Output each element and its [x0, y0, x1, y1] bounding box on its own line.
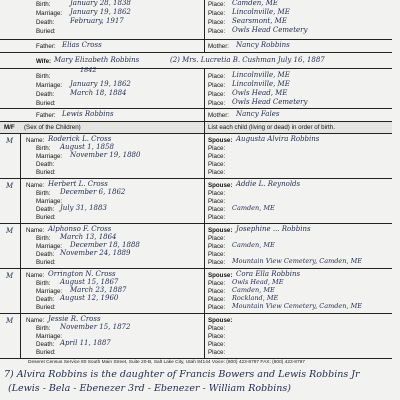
- child-place: Owls Head, ME: [232, 278, 284, 286]
- child-spouse: Cora Ella Robbins: [236, 270, 301, 278]
- child-place-label: Place:: [208, 304, 226, 311]
- child-marriage-label: Marriage:: [36, 153, 63, 160]
- sex-column-header: M/F: [4, 124, 15, 131]
- child-death-label: Death:: [36, 341, 55, 348]
- child-place-label: Place:: [208, 169, 226, 176]
- child-place-label: Place:: [208, 259, 226, 266]
- child-name-label: Name:: [26, 137, 45, 144]
- child-place: Camden, ME: [232, 204, 275, 212]
- child-row: [0, 224, 392, 269]
- child-marriage-label: Marriage:: [36, 288, 63, 295]
- child-death-label: Death:: [36, 206, 55, 213]
- child-row: [0, 314, 392, 359]
- wife-birth-year: 1842: [80, 66, 97, 74]
- child-death-label: Death:: [36, 251, 55, 258]
- footer-text: Deseret Census Service 80 South Main Street, Suite 20-B, Salt Lake City, Utah 84144 Voice: (800) 423-8797 FAX: (800) 423-8797: [28, 360, 305, 365]
- wife-death-place: Owls Head, ME: [232, 89, 288, 97]
- child-name: Herbert L. Cross: [48, 180, 108, 188]
- child-death: August 12, 1960: [60, 294, 119, 302]
- husband-birth-value: January 28, 1838: [70, 0, 131, 7]
- child-birth-label: Birth:: [36, 235, 51, 242]
- child-row: [0, 134, 392, 179]
- note-line-1: 7) Alvira Robbins is the daughter of Francis Bowers and Lewis Robbins Jr: [4, 369, 360, 380]
- husband-mother-label: Mother:: [208, 43, 229, 50]
- husband-birth-label: Birth:: [36, 1, 51, 8]
- child-name: Jessie R. Cross: [48, 315, 101, 323]
- wife-father-label: Father:: [36, 112, 56, 119]
- wife-marriage-place: Lincolnville, ME: [232, 80, 290, 88]
- child-place: Mountain View Cemetery, Camden, ME: [232, 302, 362, 310]
- child-death: April 11, 1887: [60, 339, 111, 347]
- child-marriage-label: Marriage:: [36, 198, 63, 205]
- child-name: Orrington N. Cross: [48, 270, 116, 278]
- husband-vitals: [0, 0, 392, 40]
- child-death-label: Death:: [36, 161, 55, 168]
- child-place-label: Place:: [208, 145, 226, 152]
- child-name: Alphonso F. Cross: [48, 225, 112, 233]
- husband-marriage-label: Marriage:: [36, 10, 63, 17]
- child-marriage: November 19, 1880: [70, 151, 141, 159]
- husband-birth-place: Camden, ME: [232, 0, 279, 7]
- child-name: Roderick L. Cross: [48, 135, 112, 143]
- child-name-label: Name:: [26, 227, 45, 234]
- wife-marriage-label: Marriage:: [36, 82, 63, 89]
- wife-birth-place-label: Place:: [208, 73, 226, 80]
- child-death: November 24, 1889: [60, 249, 131, 257]
- child-place-extra: Mountain View Cemetery, Camden, ME: [232, 257, 362, 265]
- child-spouse-label: Spouse:: [208, 317, 233, 324]
- child-place-label: Place:: [208, 206, 226, 213]
- husband-marriage-place-label: Place:: [208, 10, 226, 17]
- child-place-label: Place:: [208, 235, 226, 242]
- child-place-label: Place:: [208, 341, 226, 348]
- child-buried-label: Buried:: [36, 214, 56, 221]
- child-spouse-label: Spouse:: [208, 272, 233, 279]
- child-buried-label: Buried:: [36, 259, 56, 266]
- wife-parents: [0, 109, 392, 122]
- wife-birth-label: Birth:: [36, 73, 51, 80]
- wife-vitals: [0, 66, 392, 109]
- child-buried-label: Buried:: [36, 304, 56, 311]
- child-marriage: December 18, 1888: [70, 241, 140, 249]
- wife-buried-place-label: Place:: [208, 100, 226, 107]
- husband-buried-place-label: Place:: [208, 28, 226, 35]
- child-birth-label: Birth:: [36, 280, 51, 287]
- child-place-label: Place:: [208, 296, 226, 303]
- wife-father: Lewis Robbins: [62, 110, 114, 118]
- child-place-label: Place:: [208, 280, 226, 287]
- child-name-label: Name:: [26, 182, 45, 189]
- wife-marriage: January 19, 1862: [70, 80, 131, 88]
- child-buried-label: Buried:: [36, 349, 56, 356]
- child-place-label: Place:: [208, 243, 226, 250]
- child-place-label: Place:: [208, 288, 226, 295]
- husband-father-label: Father:: [36, 43, 56, 50]
- child-place-label: Place:: [208, 161, 226, 168]
- child-birth-label: Birth:: [36, 325, 51, 332]
- child-row: [0, 179, 392, 224]
- child-spouse-label: Spouse:: [208, 182, 233, 189]
- husband-buried-label: Buried:: [36, 28, 56, 35]
- child-spouse: Josephine ... Robbins: [236, 225, 311, 233]
- sex-column-desc: (Sex of the Children): [24, 124, 81, 131]
- husband-parents: [0, 40, 392, 53]
- children-header: [0, 122, 392, 134]
- wife-buried-place: Owls Head Cemetery: [232, 98, 308, 106]
- husband-death-label: Death:: [36, 19, 55, 26]
- child-sex: M: [6, 137, 14, 145]
- wife-death-label: Death:: [36, 91, 55, 98]
- husband-death-value: February, 1917: [70, 17, 124, 25]
- child-spouse: Addie L. Reynolds: [236, 180, 301, 188]
- child-birth-label: Birth:: [36, 190, 51, 197]
- child-birth: August 1, 1858: [60, 143, 114, 151]
- child-birth: March 13, 1864: [60, 233, 117, 241]
- child-birth: August 15, 1867: [60, 278, 119, 286]
- child-birth: December 6, 1862: [60, 188, 126, 196]
- child-place-label: Place:: [208, 349, 226, 356]
- child-marriage-label: Marriage:: [36, 333, 63, 340]
- children-list-desc: List each child (living or dead) in order of birth.: [208, 124, 335, 131]
- child-place-label: Place:: [208, 153, 226, 160]
- child-buried-label: Buried:: [36, 169, 56, 176]
- husband-marriage-place: Lincolnville, ME: [232, 8, 290, 16]
- husband-father: Elias Cross: [62, 41, 102, 49]
- child-place-label: Place:: [208, 198, 226, 205]
- wife-marriage-place-label: Place:: [208, 82, 226, 89]
- husband-birth-place-label: Place:: [208, 1, 226, 8]
- child-spouse-label: Spouse:: [208, 227, 233, 234]
- child-name-label: Name:: [26, 272, 45, 279]
- wife-mother: Nancy Fales: [236, 110, 280, 118]
- child-birth: November 15, 1872: [60, 323, 131, 331]
- child-spouse-label: Spouse:: [208, 137, 233, 144]
- wife-death-place-label: Place:: [208, 91, 226, 98]
- child-place-label: Place:: [208, 333, 226, 340]
- child-spouse: Augusta Alvira Robbins: [236, 135, 320, 143]
- child-marriage: March 23, 1887: [70, 286, 127, 294]
- husband-death-place-label: Place:: [208, 19, 226, 26]
- wife-label: Wife:: [36, 58, 52, 65]
- husband-death-place: Searsmont, ME: [232, 17, 287, 25]
- child-place: Rockland, ME: [232, 294, 279, 302]
- child-sex: M: [6, 227, 14, 235]
- child-place: Camden, ME: [232, 286, 275, 294]
- wife-mother-label: Mother:: [208, 112, 229, 119]
- child-marriage-label: Marriage:: [36, 243, 63, 250]
- child-name-label: Name:: [26, 317, 45, 324]
- child-sex: M: [6, 272, 14, 280]
- child-place: Camden, ME: [232, 241, 275, 249]
- note-line-2: (Lewis - Bela - Ebenezer 3rd - Ebenezer - William Robbins): [8, 383, 291, 394]
- child-death-label: Death:: [36, 296, 55, 303]
- husband-buried-place: Owls Head Cemetery: [232, 26, 308, 34]
- child-place-label: Place:: [208, 190, 226, 197]
- wife-name: Mary Elizabeth Robbins: [54, 56, 140, 64]
- husband-mother: Nancy Robbins: [236, 41, 290, 49]
- wife-death: March 18, 1884: [70, 89, 127, 97]
- wife-name-row: [0, 55, 392, 69]
- child-place-label: Place:: [208, 214, 226, 221]
- child-birth-label: Birth:: [36, 145, 51, 152]
- wife-second-marriage: (2) Mrs. Lucretia B. Cushman July 16, 1887: [170, 56, 325, 64]
- child-sex: M: [6, 182, 14, 190]
- child-place-label: Place:: [208, 251, 226, 258]
- child-row: [0, 269, 392, 314]
- child-death: July 31, 1883: [60, 204, 107, 212]
- husband-marriage-value: January 19, 1862: [70, 8, 131, 16]
- wife-buried-label: Buried:: [36, 100, 56, 107]
- child-place-label: Place:: [208, 325, 226, 332]
- wife-birth-place: Lincolnville, ME: [232, 71, 290, 79]
- child-sex: M: [6, 317, 14, 325]
